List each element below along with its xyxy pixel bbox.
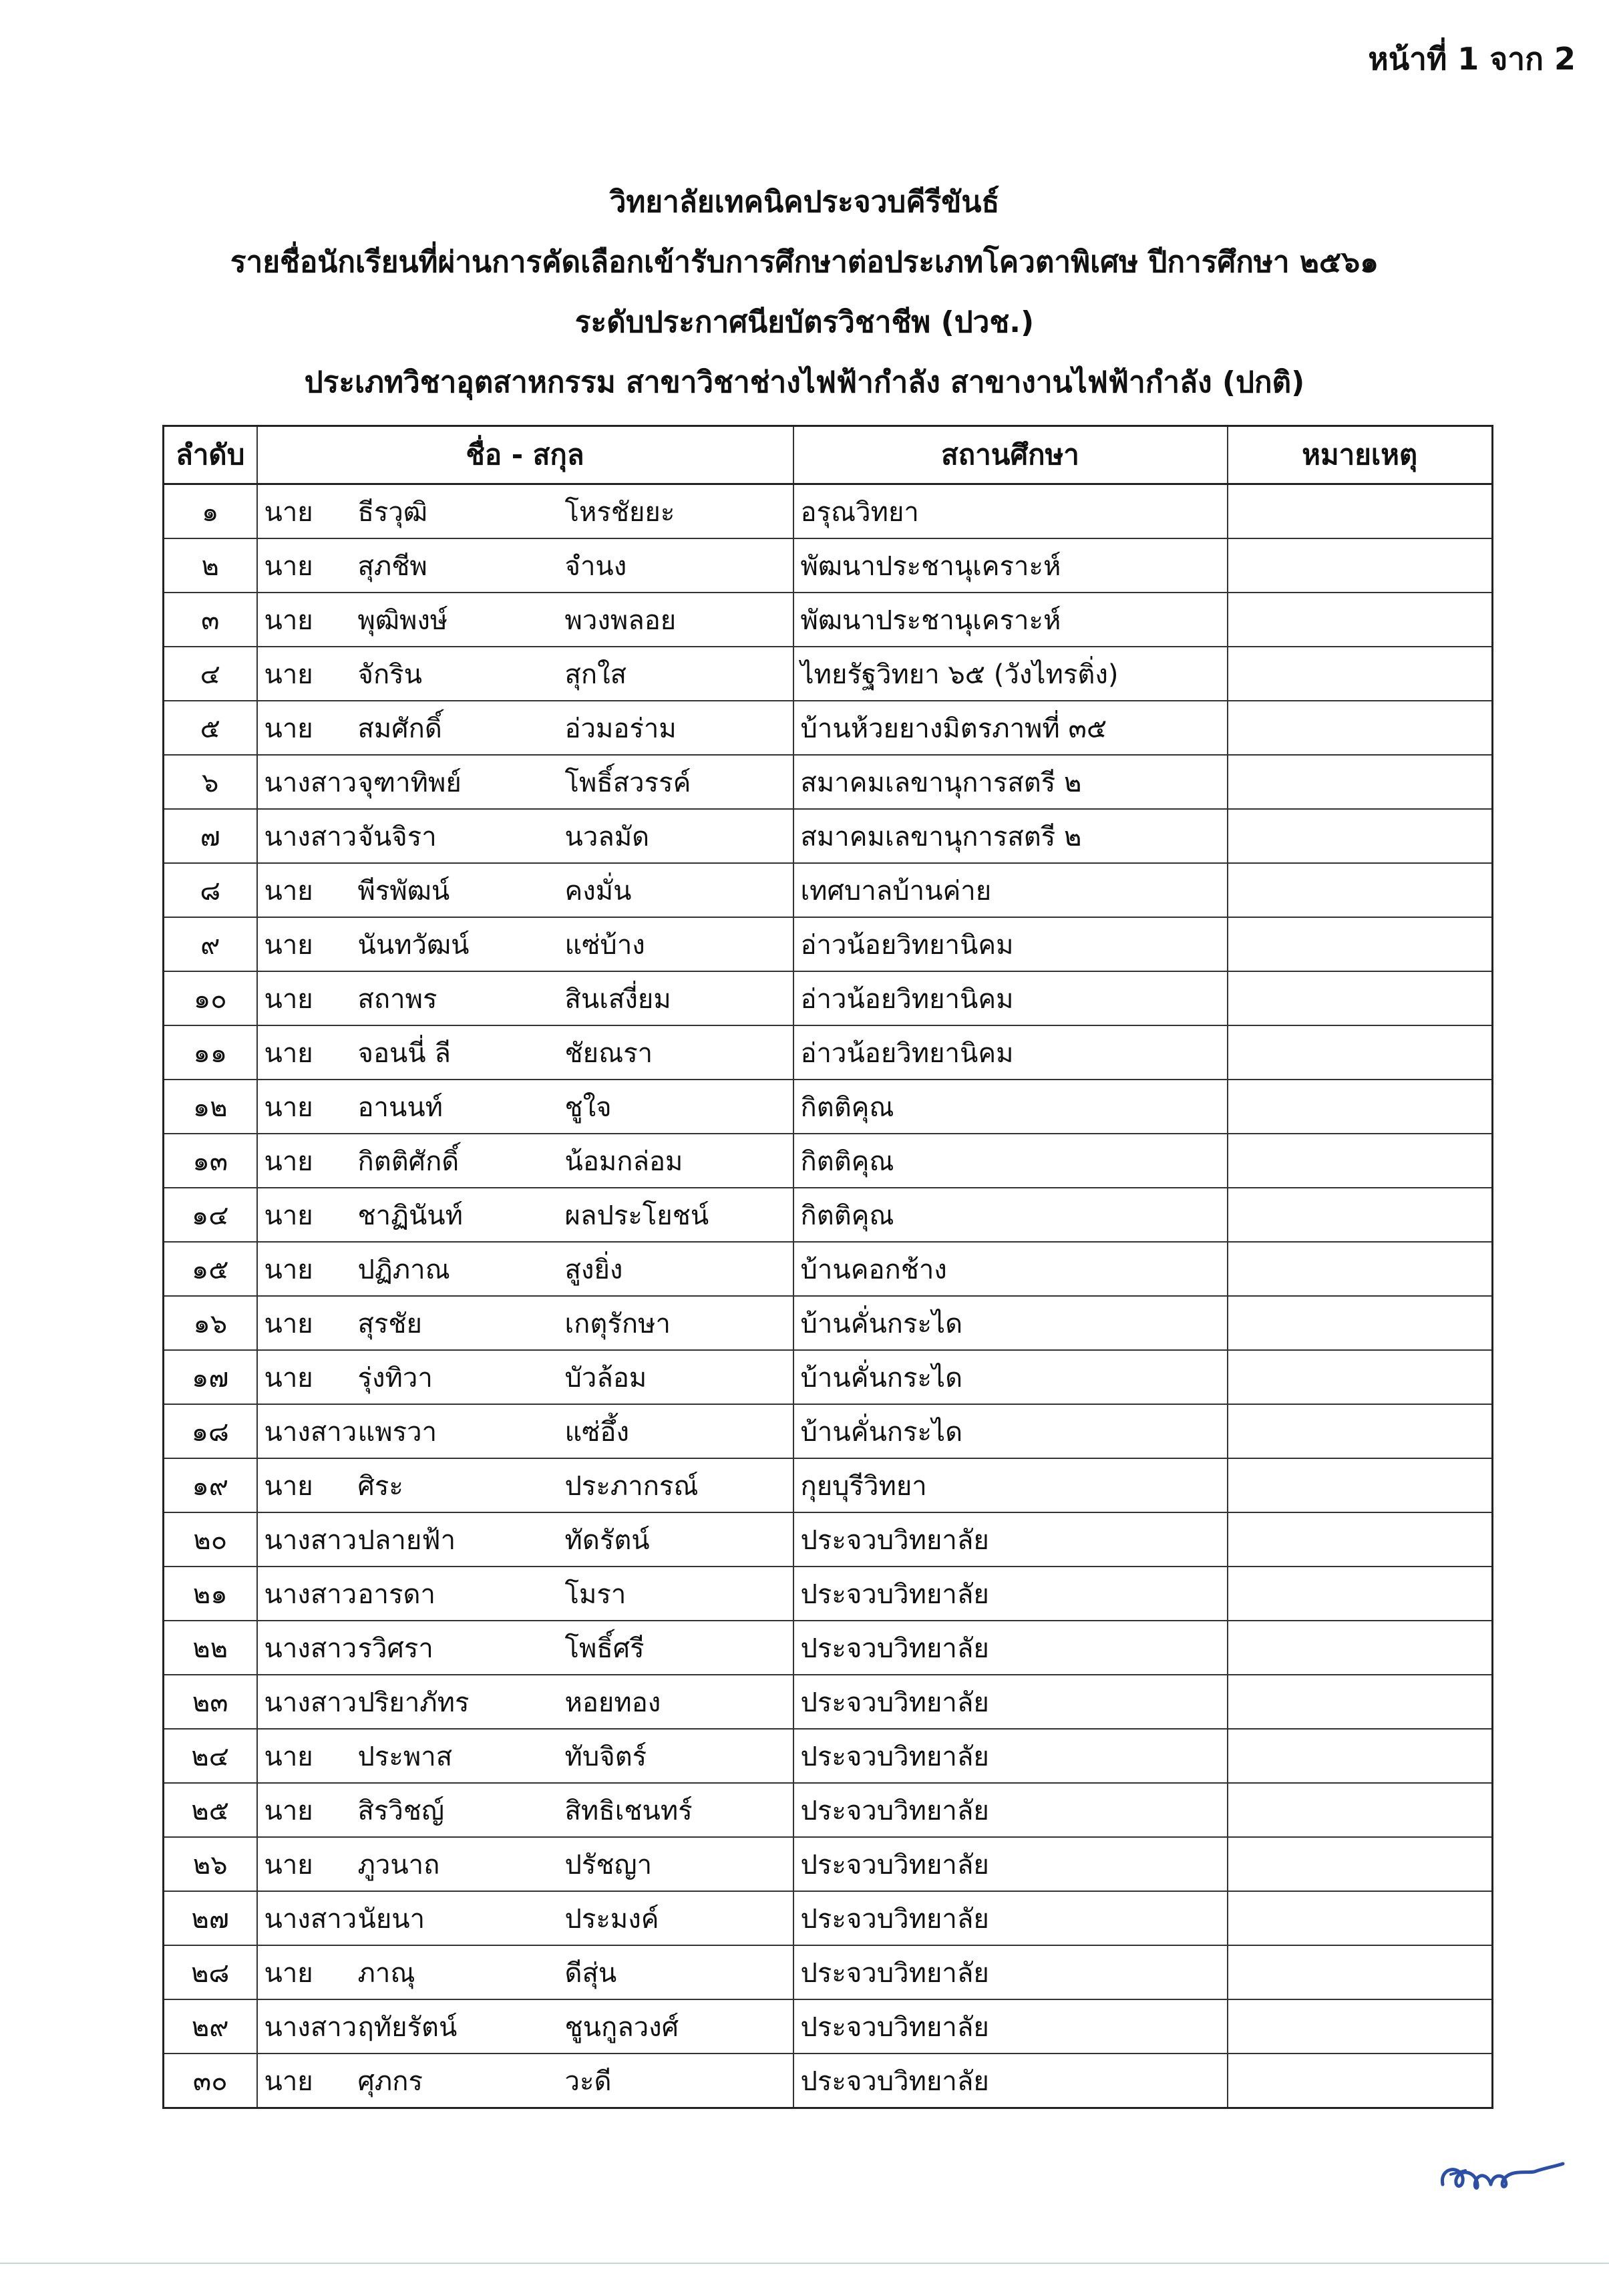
first-name: ศุภกร — [357, 2066, 423, 2097]
row-number: ๒๕ — [164, 1783, 257, 1837]
row-number: ๑๗ — [164, 1350, 257, 1404]
school-name: ประจวบวิทยาลัย — [793, 1891, 1228, 1945]
name-prefix: นางสาว — [264, 1903, 357, 1935]
remark-cell — [1228, 1675, 1493, 1729]
school-name: ประจวบวิทยาลัย — [793, 2054, 1228, 2108]
remark-cell — [1228, 971, 1493, 1025]
first-name: ประพาส — [357, 1741, 453, 1772]
row-number: ๘ — [164, 863, 257, 917]
remark-cell — [1228, 1783, 1493, 1837]
table-row — [164, 863, 1493, 917]
name-prefix: นาย — [264, 1741, 313, 1772]
first-name: ปริยาภัทร — [357, 1687, 470, 1718]
school-name: อรุณวิทยา — [793, 484, 1228, 539]
table-row — [164, 1025, 1493, 1080]
last-name: เกตุรักษา — [564, 1308, 671, 1339]
school-name: ประจวบวิทยาลัย — [793, 1512, 1228, 1567]
remark-cell — [1228, 1296, 1493, 1350]
table-row — [164, 1134, 1493, 1188]
student-name-cell — [257, 1621, 793, 1675]
first-name: รวิศรา — [357, 1633, 433, 1664]
table-row — [164, 1621, 1493, 1675]
table-row — [164, 1945, 1493, 1999]
first-name: สมศักดิ์ — [357, 713, 442, 744]
document-header — [0, 172, 1609, 413]
table-row — [164, 917, 1493, 971]
name-prefix: นาย — [264, 713, 313, 744]
table-row — [164, 1404, 1493, 1458]
first-name: อารดา — [357, 1579, 435, 1610]
last-name: อ่วมอร่าม — [564, 713, 677, 744]
row-number: ๒๐ — [164, 1512, 257, 1567]
row-number: ๑๓ — [164, 1134, 257, 1188]
last-name: แซ่บ้าง — [564, 929, 645, 961]
program-field: ประเภทวิชาอุตสาหกรรม สาขาวิชาช่างไฟฟ้ากำลัง สาขางานไฟฟ้ากำลัง (ปกติ) — [304, 365, 1305, 399]
first-name: ปลายฟ้า — [357, 1524, 456, 1556]
row-number: ๗ — [164, 809, 257, 863]
row-number: ๓ — [164, 593, 257, 647]
school-name: ประจวบวิทยาลัย — [793, 1729, 1228, 1783]
school-name: สมาคมเลขานุการสตรี ๒ — [793, 809, 1228, 863]
name-prefix: นาย — [264, 929, 313, 961]
last-name: สุกใส — [564, 659, 627, 690]
name-prefix: นาย — [264, 1957, 313, 1989]
student-name-cell — [257, 1188, 793, 1242]
name-prefix: นาย — [264, 550, 313, 582]
student-name-cell — [257, 1675, 793, 1729]
row-number: ๒๔ — [164, 1729, 257, 1783]
table-row — [164, 1891, 1493, 1945]
table-row — [164, 647, 1493, 701]
last-name: ทัดรัตน์ — [564, 1524, 650, 1556]
row-number: ๑๒ — [164, 1080, 257, 1134]
school-name: บ้านคั่นกระได — [793, 1296, 1228, 1350]
last-name: โพธิ์สวรรค์ — [564, 767, 691, 798]
table-row — [164, 2054, 1493, 2108]
student-name-cell — [257, 1891, 793, 1945]
school-name: ประจวบวิทยาลัย — [793, 1783, 1228, 1837]
table-row — [164, 1729, 1493, 1783]
row-number: ๑๑ — [164, 1025, 257, 1080]
school-name: ประจวบวิทยาลัย — [793, 1621, 1228, 1675]
remark-cell — [1228, 863, 1493, 917]
row-number: ๒๑ — [164, 1567, 257, 1621]
row-number: ๑ — [164, 484, 257, 539]
page-number: หน้าที่ 1 จาก 2 — [1368, 41, 1576, 77]
table-row — [164, 1188, 1493, 1242]
student-name-cell — [257, 538, 793, 593]
name-prefix: นาย — [264, 1200, 313, 1231]
student-name-cell — [257, 971, 793, 1025]
student-name-cell — [257, 863, 793, 917]
last-name: ดีสุ่น — [564, 1957, 617, 1989]
student-name-cell — [257, 809, 793, 863]
last-name: สิทธิเชนทร์ — [564, 1795, 693, 1826]
student-name-cell — [257, 1837, 793, 1891]
row-number: ๒๘ — [164, 1945, 257, 1999]
student-name-cell — [257, 593, 793, 647]
remark-cell — [1228, 1242, 1493, 1296]
school-name: อ่าวน้อยวิทยานิคม — [793, 1025, 1228, 1080]
remark-cell — [1228, 1134, 1493, 1188]
remark-cell — [1228, 1080, 1493, 1134]
name-prefix: นาย — [264, 1308, 313, 1339]
remark-cell — [1228, 2054, 1493, 2108]
name-prefix: นางสาว — [264, 767, 357, 798]
last-name: หอยทอง — [564, 1687, 661, 1718]
remark-cell — [1228, 1458, 1493, 1512]
name-prefix: นาย — [264, 1092, 313, 1123]
student-name-cell — [257, 2054, 793, 2108]
student-name-cell — [257, 1134, 793, 1188]
document-title: รายชื่อนักเรียนที่ผ่านการคัดเลือกเข้ารับการศึกษาต่อประเภทโควตาพิเศษ ปีการศึกษา ๒๕๖๑ — [230, 245, 1379, 279]
row-number: ๑๐ — [164, 971, 257, 1025]
student-name-cell — [257, 1945, 793, 1999]
row-number: ๑๙ — [164, 1458, 257, 1512]
school-name: ประจวบวิทยาลัย — [793, 1999, 1228, 2054]
row-number: ๙ — [164, 917, 257, 971]
table-row — [164, 1458, 1493, 1512]
last-name: น้อมกล่อม — [564, 1146, 683, 1177]
last-name: สินเสงี่ยม — [564, 983, 671, 1015]
remark-cell — [1228, 484, 1493, 539]
last-name: ปรัชญา — [564, 1849, 653, 1880]
name-prefix: นาย — [264, 983, 313, 1015]
student-name-cell — [257, 1729, 793, 1783]
name-prefix: นางสาว — [264, 1416, 357, 1448]
name-prefix: นาย — [264, 1849, 313, 1880]
school-name: กุยบุรีวิทยา — [793, 1458, 1228, 1512]
name-prefix: นาย — [264, 605, 313, 636]
student-name-cell — [257, 647, 793, 701]
table-body — [164, 484, 1493, 2108]
last-name: โหรชัยยะ — [564, 496, 675, 528]
name-prefix: นาย — [264, 1037, 313, 1069]
table-row — [164, 701, 1493, 755]
remark-cell — [1228, 1621, 1493, 1675]
remark-cell — [1228, 1891, 1493, 1945]
first-name: ปฏิภาณ — [357, 1254, 450, 1285]
remark-cell — [1228, 593, 1493, 647]
name-prefix: นาย — [264, 1146, 313, 1177]
last-name: โมรา — [564, 1579, 627, 1610]
remark-cell — [1228, 1999, 1493, 2054]
table-row — [164, 538, 1493, 593]
last-name: ประภากรณ์ — [564, 1470, 699, 1502]
table-row — [164, 1512, 1493, 1567]
table-row — [164, 971, 1493, 1025]
college-name: วิทยาลัยเทคนิคประจวบคีรีขันธ์ — [609, 185, 1000, 219]
first-name: จักริน — [357, 659, 422, 690]
table-row — [164, 1999, 1493, 2054]
remark-cell — [1228, 1188, 1493, 1242]
student-roster-table — [162, 425, 1493, 2109]
first-name: ชาฏินันท์ — [357, 1200, 464, 1231]
school-name: อ่าวน้อยวิทยานิคม — [793, 971, 1228, 1025]
remark-cell — [1228, 755, 1493, 809]
table-row — [164, 809, 1493, 863]
table-row — [164, 1837, 1493, 1891]
row-number: ๒๒ — [164, 1621, 257, 1675]
row-number: ๒๙ — [164, 1999, 257, 2054]
first-name: แพรวา — [357, 1416, 437, 1448]
last-name: ทับจิตร์ — [564, 1741, 647, 1772]
last-name: วะดี — [564, 2066, 612, 2097]
row-number: ๕ — [164, 701, 257, 755]
first-name: รุ่งทิวา — [357, 1362, 433, 1393]
remark-cell — [1228, 1729, 1493, 1783]
name-prefix: นาย — [264, 2066, 313, 2097]
first-name: สุรชัย — [357, 1308, 422, 1339]
school-name: สมาคมเลขานุการสตรี ๒ — [793, 755, 1228, 809]
first-name: นันทวัฒน์ — [357, 929, 470, 961]
column-header-name: ชื่อ - สกุล — [257, 426, 793, 484]
last-name: ประมงค์ — [564, 1903, 659, 1935]
name-prefix: นางสาว — [264, 1579, 357, 1610]
first-name: ภาณุ — [357, 1957, 415, 1989]
last-name: ชัยณรา — [564, 1037, 653, 1069]
school-name: ประจวบวิทยาลัย — [793, 1945, 1228, 1999]
first-name: จันจิรา — [357, 821, 437, 852]
school-name: ไทยรัฐวิทยา ๖๕ (วังไทรติ่ง) — [793, 647, 1228, 701]
last-name: สูงยิ่ง — [564, 1254, 623, 1285]
first-name: ธีรวุฒิ — [357, 496, 427, 528]
table-row — [164, 1350, 1493, 1404]
student-name-cell — [257, 484, 793, 539]
first-name: อานนท์ — [357, 1092, 443, 1123]
last-name: แซ่อึ้ง — [564, 1416, 629, 1448]
student-name-cell — [257, 917, 793, 971]
remark-cell — [1228, 1837, 1493, 1891]
name-prefix: นาย — [264, 1254, 313, 1285]
first-name: จุฑาทิพย์ — [357, 767, 462, 798]
row-number: ๑๖ — [164, 1296, 257, 1350]
remark-cell — [1228, 1025, 1493, 1080]
table-row — [164, 593, 1493, 647]
remark-cell — [1228, 1945, 1493, 1999]
student-name-cell — [257, 1296, 793, 1350]
first-name: สิรวิชญ์ — [357, 1795, 445, 1826]
remark-cell — [1228, 647, 1493, 701]
school-name: พัฒนาประชานุเคราะห์ — [793, 538, 1228, 593]
row-number: ๔ — [164, 647, 257, 701]
column-header-remark: หมายเหตุ — [1228, 426, 1493, 484]
table-row — [164, 1567, 1493, 1621]
column-header-number: ลำดับ — [164, 426, 257, 484]
remark-cell — [1228, 809, 1493, 863]
last-name: ผลประโยชน์ — [564, 1200, 709, 1231]
school-name: เทศบาลบ้านค่าย — [793, 863, 1228, 917]
name-prefix: นางสาว — [264, 1633, 357, 1664]
name-prefix: นาย — [264, 659, 313, 690]
student-name-cell — [257, 1350, 793, 1404]
student-name-cell — [257, 1512, 793, 1567]
school-name: บ้านห้วยยางมิตรภาพที่ ๓๕ — [793, 701, 1228, 755]
first-name: ภูวนาถ — [357, 1849, 440, 1880]
table-row — [164, 755, 1493, 809]
first-name: สุภชีพ — [357, 550, 427, 582]
name-prefix: นาย — [264, 496, 313, 528]
school-name: อ่าวน้อยวิทยานิคม — [793, 917, 1228, 971]
last-name: บัวล้อม — [564, 1362, 647, 1393]
last-name: นวลมัด — [564, 821, 650, 852]
last-name: ชูนกูลวงศ์ — [564, 2011, 679, 2043]
school-name: กิตติคุณ — [793, 1188, 1228, 1242]
first-name: นัยนา — [357, 1903, 425, 1935]
table-row — [164, 1080, 1493, 1134]
student-name-cell — [257, 1404, 793, 1458]
remark-cell — [1228, 1567, 1493, 1621]
student-name-cell — [257, 701, 793, 755]
table-row — [164, 484, 1493, 539]
table-row — [164, 1296, 1493, 1350]
row-number: ๒๖ — [164, 1837, 257, 1891]
school-name: บ้านคั่นกระได — [793, 1404, 1228, 1458]
name-prefix: นาย — [264, 1362, 313, 1393]
remark-cell — [1228, 1350, 1493, 1404]
student-name-cell — [257, 1080, 793, 1134]
student-name-cell — [257, 1242, 793, 1296]
remark-cell — [1228, 1404, 1493, 1458]
table-header-row — [164, 426, 1493, 484]
student-name-cell — [257, 1783, 793, 1837]
name-prefix: นางสาว — [264, 821, 357, 852]
last-name: พวงพลอย — [564, 605, 677, 636]
education-level: ระดับประกาศนียบัตรวิชาชีพ (ปวช.) — [574, 305, 1035, 339]
remark-cell — [1228, 538, 1493, 593]
name-prefix: นางสาว — [264, 1687, 357, 1718]
school-name: พัฒนาประชานุเคราะห์ — [793, 593, 1228, 647]
name-prefix: นางสาว — [264, 2011, 357, 2043]
school-name: กิตติคุณ — [793, 1134, 1228, 1188]
row-number: ๓๐ — [164, 2054, 257, 2108]
row-number: ๑๔ — [164, 1188, 257, 1242]
school-name: กิตติคุณ — [793, 1080, 1228, 1134]
footer-divider — [0, 2263, 1609, 2264]
first-name: จอนนี่ ลี — [357, 1037, 451, 1069]
last-name: โพธิ์ศรี — [564, 1633, 645, 1664]
remark-cell — [1228, 1512, 1493, 1567]
school-name: บ้านคั่นกระได — [793, 1350, 1228, 1404]
table-row — [164, 1242, 1493, 1296]
last-name: ชูใจ — [564, 1092, 612, 1123]
name-prefix: นางสาว — [264, 1524, 357, 1556]
row-number: ๑๘ — [164, 1404, 257, 1458]
student-name-cell — [257, 1999, 793, 2054]
row-number: ๖ — [164, 755, 257, 809]
table-row — [164, 1783, 1493, 1837]
student-name-cell — [257, 1567, 793, 1621]
name-prefix: นาย — [264, 1470, 313, 1502]
signature — [1436, 2148, 1570, 2204]
first-name: พีรพัฒน์ — [357, 875, 450, 907]
remark-cell — [1228, 701, 1493, 755]
last-name: จำนง — [564, 550, 627, 582]
school-name: ประจวบวิทยาลัย — [793, 1567, 1228, 1621]
first-name: กิตติศักดิ์ — [357, 1146, 460, 1177]
row-number: ๒๓ — [164, 1675, 257, 1729]
school-name: บ้านคอกช้าง — [793, 1242, 1228, 1296]
school-name: ประจวบวิทยาลัย — [793, 1675, 1228, 1729]
table-row — [164, 1675, 1493, 1729]
student-name-cell — [257, 1458, 793, 1512]
column-header-school: สถานศึกษา — [793, 426, 1228, 484]
name-prefix: นาย — [264, 1795, 313, 1826]
row-number: ๒ — [164, 538, 257, 593]
first-name: พุฒิพงษ์ — [357, 605, 448, 636]
first-name: ศิระ — [357, 1470, 403, 1502]
student-name-cell — [257, 1025, 793, 1080]
row-number: ๑๕ — [164, 1242, 257, 1296]
remark-cell — [1228, 917, 1493, 971]
student-name-cell — [257, 755, 793, 809]
row-number: ๒๗ — [164, 1891, 257, 1945]
name-prefix: นาย — [264, 875, 313, 907]
first-name: ฤทัยรัตน์ — [357, 2011, 458, 2043]
school-name: ประจวบวิทยาลัย — [793, 1837, 1228, 1891]
last-name: คงมั่น — [564, 875, 632, 907]
first-name: สถาพร — [357, 983, 437, 1015]
